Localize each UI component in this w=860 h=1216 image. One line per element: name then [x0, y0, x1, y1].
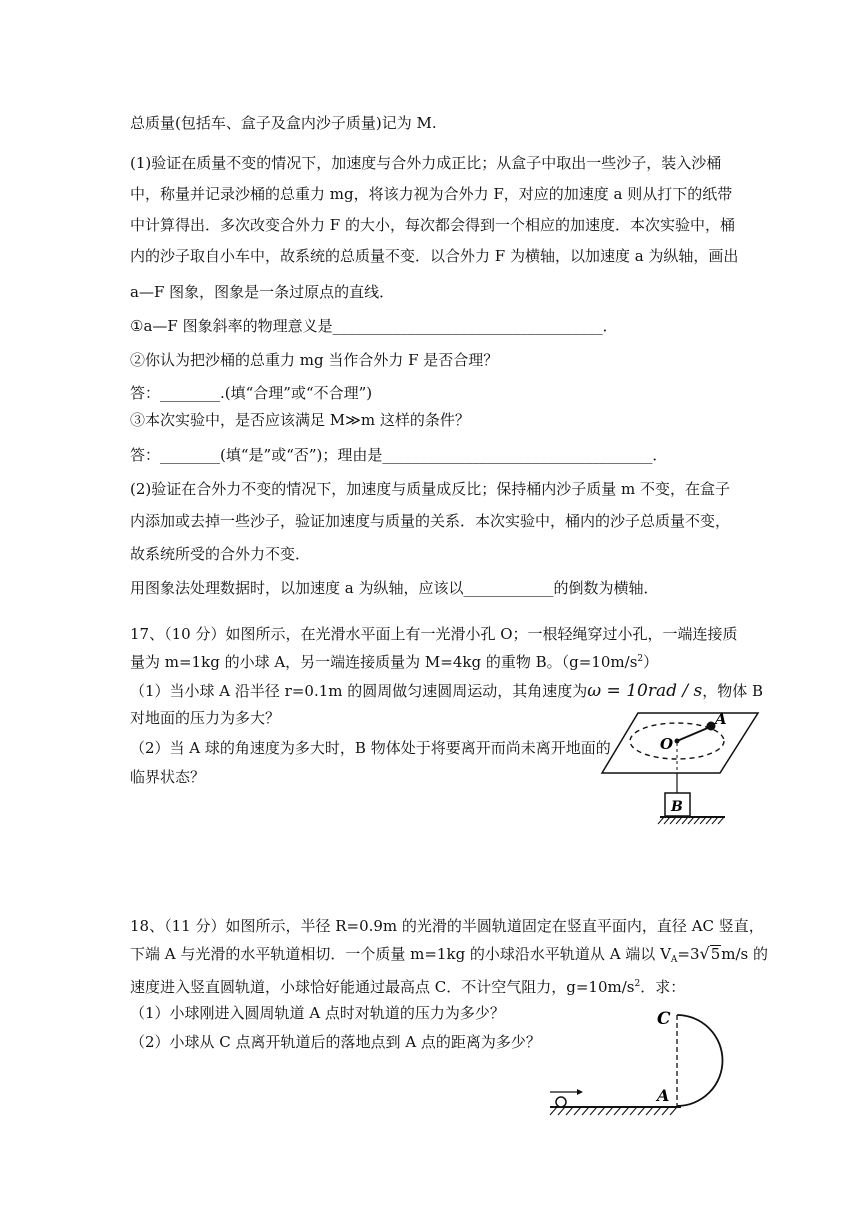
q17-line: 临界状态？ — [130, 768, 206, 786]
text-line: 总质量(包括车、盒子及盒内沙子质量)记为 M. — [130, 114, 437, 132]
q17-diagram — [590, 705, 765, 830]
q17-line — [130, 649, 658, 672]
hole-o — [675, 739, 680, 744]
q18-line: （2）小球从 C 点离开轨道后的落地点到 A 点的距离为多少？ — [130, 1033, 541, 1051]
velocity-arrowhead — [577, 1089, 583, 1095]
q17-line — [130, 681, 763, 701]
q18-text: 下端 A 与光滑的水平轨道相切．一个质量 m=1kg 的小球沿水平轨道从 A 端以 V — [130, 945, 671, 963]
q18-text: ．求： — [640, 978, 686, 996]
label-a: A — [715, 710, 727, 728]
text-line: 用图象法处理数据时，以加速度 a 为纵轴，应该以____________的倒数为横轴． — [130, 579, 659, 597]
text-line: 内添加或去掉一些沙子，验证加速度与质量的关系．本次实验中，桶内的沙子总质量不变， — [130, 512, 731, 530]
angular-velocity-formula: ω = 10rad / s — [587, 681, 703, 701]
text-line: 内的沙子取自小车中，故系统的总质量不变．以合外力 F 为横轴，以加速度 a 为纵轴，画出 — [130, 247, 739, 265]
q18-text: =3 — [677, 945, 700, 963]
text-line: a—F 图象，图象是一条过原点的直线． — [130, 283, 395, 301]
text-line: 故系统所受的合外力不变． — [130, 545, 311, 563]
text-line: ③本次实验中，是否应该满足 M≫m 这样的条件？ — [130, 411, 470, 429]
q18-line: （1）小球刚进入圆周轨道 A 点时对轨道的压力为多少？ — [130, 1004, 505, 1022]
ball — [556, 1097, 566, 1107]
q18-line — [130, 974, 685, 997]
ground-hatch — [658, 817, 724, 824]
q18-text: 速度进入竖直圆轨道，小球恰好能通过最高点 C．不计空气阻力，g=10m/s — [130, 978, 635, 996]
text-line: 答：________(填“是”或“否”)；理由是____________________________________． — [130, 446, 668, 464]
text-line: 中计算得出．多次改变合外力 F 的大小，每次都会得到一个相应的加速度．本次实验中，桶 — [130, 216, 735, 234]
q17-text: （1）当小球 A 沿半径 r=0.1m 的圆周做匀速圆周运动，其角速度为 — [130, 682, 588, 700]
superscript: 2 — [637, 654, 644, 664]
label-a: A — [657, 1086, 670, 1105]
subscript: A — [670, 955, 678, 965]
label-b: B — [671, 799, 683, 815]
q17-text: ，物体 B — [702, 682, 764, 700]
text-line: (1)验证在质量不变的情况下，加速度与合外力成正比；从盒子中取出一些沙子，装入沙桶 — [130, 154, 722, 172]
text-line: ②你认为把沙桶的总重力 mg 当作合外力 F 是否合理？ — [130, 351, 499, 369]
text-line: 中，称量并记录沙桶的总重力 mg，将该力视为合外力 F，对应的加速度 a 则从打下的纸带 — [130, 185, 733, 203]
q18-line: 下端 A 与光滑的水平轨道相切．一个质量 m=1kg 的小球沿水平轨道从 A 端以 $V_A=3√5m/s$ 的 — [130, 944, 769, 965]
q18-figure — [545, 1005, 745, 1125]
q17-text: 量为 m=1kg 的小球 A，另一端连接质量为 M=4kg 的重物 B。（g=10m/s — [130, 653, 638, 671]
string-oa — [677, 727, 710, 741]
label-c: C — [657, 1009, 671, 1029]
q17-text: ） — [643, 653, 659, 671]
semicircle-track — [677, 1015, 723, 1106]
q17-line: 17、（10 分）如图所示，在光滑水平面上有一光滑小孔 O；一根轻绳穿过小孔，一端连接质 — [130, 625, 738, 643]
text-line: ①a—F 图象斜率的物理意义是____________________________________． — [130, 317, 618, 335]
sqrt-radicand: 5 — [710, 945, 721, 963]
q17-line: （2）当 A 球的角速度为多大时，B 物体处于将要离开而尚未离开地面的 — [130, 739, 611, 757]
horizontal-plane — [602, 713, 758, 773]
q18-diagram — [545, 1005, 745, 1125]
q17-figure — [590, 705, 765, 830]
superscript: 2 — [634, 979, 641, 989]
text-line: 答：________.(填“合理”或“不合理”) — [130, 384, 373, 402]
text-line: (2)验证在合外力不变的情况下，加速度与质量成反比；保持桶内沙子质量 m 不变，在盒子 — [130, 480, 731, 498]
q18-text: m/s 的 — [721, 945, 769, 963]
q18-line: 18、（11 分）如图所示，半径 R=0.9m 的光滑的半圆轨道固定在竖直平面内，直径 AC 竖直， — [130, 917, 764, 935]
track-hatch — [550, 1107, 677, 1115]
q17-line: 对地面的压力为多大？ — [130, 709, 281, 727]
label-o: O — [660, 735, 674, 753]
